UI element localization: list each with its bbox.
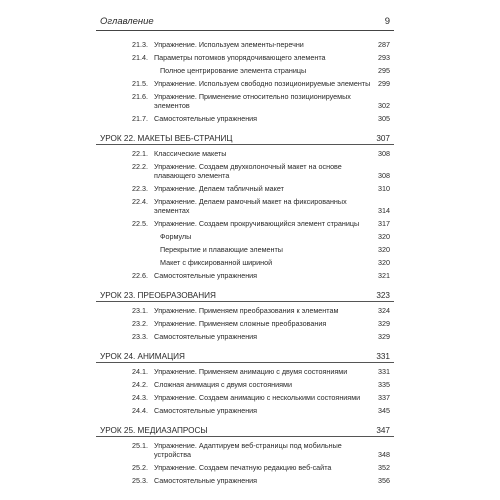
page-number: 9 [384,16,390,27]
section-title: Самостоятельные упражнения [154,406,258,415]
section-page: 295 [378,66,390,75]
toc-entry [96,149,394,158]
lesson-page: 323 [376,291,390,300]
section-title: Упражнение. Используем свободно позиционируемые элементы [154,79,371,88]
section-title: Упражнение. Применяем сложные преобразования [154,319,327,328]
toc-entry [96,406,394,415]
section-number: 21.6. [132,92,148,101]
toc-entry [96,306,394,315]
section-page: 345 [378,406,390,415]
section-number: 24.2. [132,380,148,389]
section-number: 23.2. [132,319,148,328]
section-page: 335 [378,380,390,389]
toc-entry [96,380,394,389]
toc-entry [96,92,394,110]
running-head-title: Оглавление [100,16,154,27]
toc-entry [96,463,394,472]
table-of-contents [96,40,394,489]
section-number: 25.3. [132,476,148,485]
toc-entry [96,219,394,228]
section-title: Упражнение. Адаптируем веб-страницы под мобильные устройства [154,441,342,459]
section-page: 293 [378,53,390,62]
section-number: 22.4. [132,197,148,206]
section-number: 21.7. [132,114,148,123]
toc-subentry [96,66,394,75]
section-title: Сложная анимация с двумя состояниями [154,380,292,389]
section-title: Формулы [160,232,192,241]
section-page: 305 [378,114,390,123]
section-title: Макет с фиксированной шириной [160,258,273,267]
section-title: Упражнение. Используем элементы-перечни [154,40,304,49]
section-number: 22.5. [132,219,148,228]
toc-entry [96,79,394,88]
lesson-page: 347 [376,426,390,435]
toc-entry [96,40,394,49]
section-title: Перекрытие и плавающие элементы [160,245,283,254]
toc-lesson-heading [96,290,394,302]
section-title: Классические макеты [154,149,227,158]
section-title: Упражнение. Применение относительно позиционируемых элементов [154,92,351,110]
section-page: 329 [378,319,390,328]
toc-entry [96,367,394,376]
toc-entry [96,441,394,459]
section-page: 337 [378,393,390,402]
toc-subentry [96,232,394,241]
section-page: 314 [378,206,390,215]
section-title: Упражнение. Создаем прокручивающийся элемент страницы [154,219,360,228]
toc-entry [96,332,394,341]
section-number: 22.2. [132,162,148,171]
section-page: 320 [378,258,390,267]
toc-entry [96,319,394,328]
toc-lesson-heading [96,425,394,437]
section-page: 331 [378,367,390,376]
section-title: Упражнение. Создаем анимацию с несколькими состояниями [154,393,361,402]
section-number: 21.4. [132,53,148,62]
lesson-title: УРОК 24. АНИМАЦИЯ [100,352,185,361]
section-page: 320 [378,232,390,241]
toc-entry [96,476,394,485]
section-number: 24.1. [132,367,148,376]
lesson-page: 331 [376,352,390,361]
toc-entry [96,393,394,402]
toc-subentry [96,245,394,254]
section-title: Самостоятельные упражнения [154,332,258,341]
section-page: 302 [378,101,390,110]
lesson-page: 307 [376,134,390,143]
section-number: 24.4. [132,406,148,415]
section-title: Упражнение. Применяем преобразования к элементам [154,306,339,315]
section-title: Полное центрирование элемента страницы [160,66,307,75]
section-number: 23.3. [132,332,148,341]
section-title: Упражнение. Создаем печатную редакцию веб-сайта [154,463,332,472]
section-title: Самостоятельные упражнения [154,476,258,485]
section-page: 352 [378,463,390,472]
toc-entry [96,53,394,62]
toc-lesson-heading [96,133,394,145]
section-title: Упражнение. Создаем двухколоночный макет на основе плавающего элемента [154,162,342,180]
section-title: Самостоятельные упражнения [154,271,258,280]
section-page: 310 [378,184,390,193]
section-number: 22.3. [132,184,148,193]
section-page: 287 [378,40,390,49]
section-title: Параметры потомков упорядочивающего элемента [154,53,326,62]
section-page: 329 [378,332,390,341]
lesson-title: УРОК 25. МЕДИАЗАПРОСЫ [100,426,208,435]
section-number: 23.1. [132,306,148,315]
section-page: 321 [378,271,390,280]
toc-entry [96,184,394,193]
toc-lesson-heading [96,351,394,363]
toc-entry [96,271,394,280]
section-number: 25.2. [132,463,148,472]
section-page: 308 [378,171,390,180]
section-number: 21.5. [132,79,148,88]
lesson-title: УРОК 22. МАКЕТЫ ВЕБ-СТРАНИЦ [100,134,233,143]
section-page: 348 [378,450,390,459]
running-head [96,14,394,31]
section-title: Упражнение. Применяем анимацию с двумя состояниями [154,367,348,376]
section-page: 317 [378,219,390,228]
toc-subentry [96,258,394,267]
section-number: 22.1. [132,149,148,158]
section-number: 22.6. [132,271,148,280]
section-page: 299 [378,79,390,88]
section-page: 308 [378,149,390,158]
section-number: 24.3. [132,393,148,402]
toc-entry [96,197,394,215]
lesson-title: УРОК 23. ПРЕОБРАЗОВАНИЯ [100,291,216,300]
section-title: Упражнение. Делаем табличный макет [154,184,284,193]
section-title: Упражнение. Делаем рамочный макет на фиксированных элементах [154,197,347,215]
section-page: 324 [378,306,390,315]
section-page: 320 [378,245,390,254]
toc-entry [96,162,394,180]
toc-entry [96,114,394,123]
book-page [96,10,394,500]
section-number: 25.1. [132,441,148,450]
section-title: Самостоятельные упражнения [154,114,258,123]
section-number: 21.3. [132,40,148,49]
section-page: 356 [378,476,390,485]
